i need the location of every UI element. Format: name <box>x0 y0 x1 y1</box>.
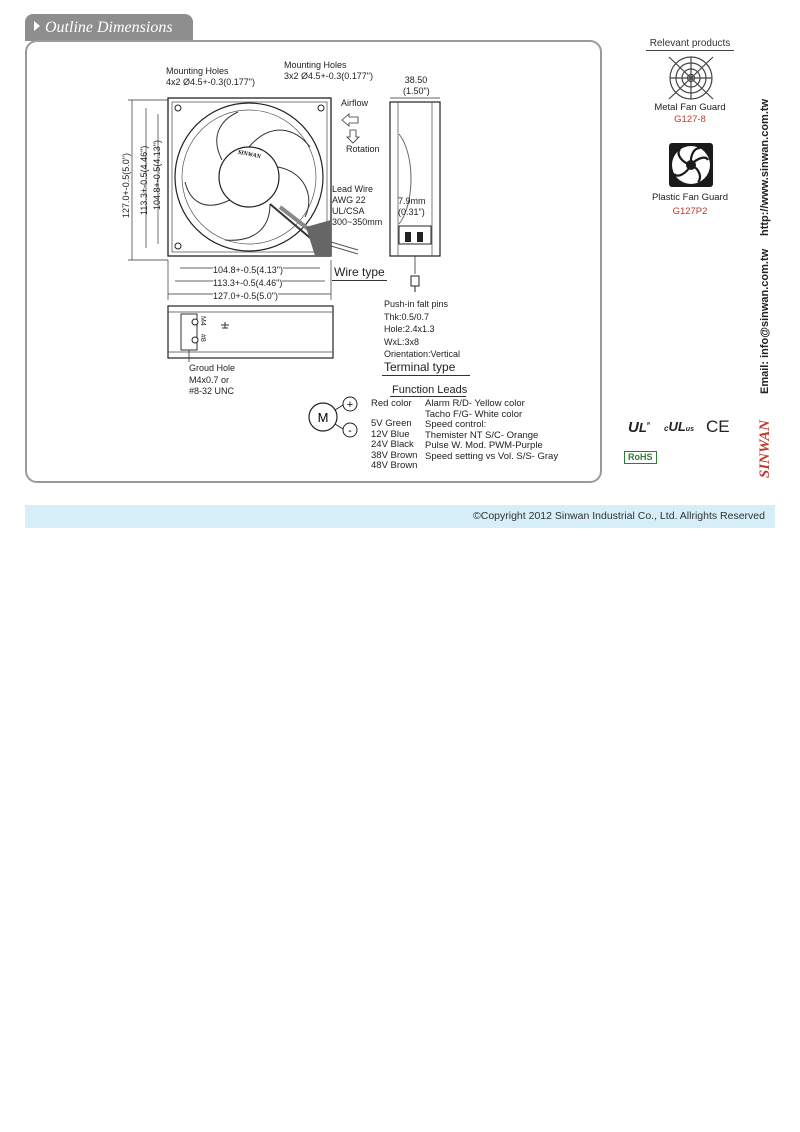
dim-v-1: 127.0+-0.5(5.0") <box>121 153 131 218</box>
mounting-holes-right-spec: 3x2 Ø4.5+-0.3(0.177") <box>284 71 373 81</box>
voltage-item: 24V Black <box>371 439 414 450</box>
relevant-products-underline <box>646 50 734 51</box>
pin-offset-mm: 7.9mm <box>398 196 426 206</box>
ground-mark-m4: M4 <box>199 316 206 326</box>
voltage-list <box>371 419 417 472</box>
metal-fan-guard-icon <box>666 54 716 102</box>
airflow-label: Airflow <box>341 98 369 108</box>
ground-hole-line: #8-32 UNC <box>189 386 235 396</box>
product-name: Plastic Fan Guard <box>651 192 729 203</box>
relevant-products-title: Relevant products <box>649 38 731 49</box>
red-color-label: Red color <box>371 398 412 409</box>
lead-wire-line: UL/CSA <box>332 206 365 216</box>
lead-wire-line: Lead Wire <box>332 184 374 194</box>
ce-mark-icon: CE <box>706 417 730 436</box>
plus-sign: + <box>346 399 354 411</box>
lead-negative-line <box>335 424 343 429</box>
function-item: Pulse W. Mod. PWM-Purple <box>425 440 543 451</box>
function-item: Speed setting vs Vol. S/S- Gray <box>425 450 559 462</box>
airflow-arrows <box>340 112 364 144</box>
plastic-fan-guard-icon <box>668 142 714 188</box>
wire-type-label: Wire type <box>334 265 385 279</box>
dim-h-1: 104.8+-0.5(4.13") <box>213 265 283 275</box>
mounting-holes-left-title: Mounting Holes <box>166 66 229 76</box>
terminal-type-title: Terminal type <box>384 360 456 374</box>
mounting-holes-right-title: Mounting Holes <box>284 60 347 70</box>
ground-hole-line: Groud Hole <box>189 363 236 373</box>
rohs-badge: RoHS <box>624 451 657 464</box>
terminal-spec-line: Thk:0.5/0.7 <box>384 311 430 322</box>
terminal-pin <box>417 232 423 242</box>
terminal-type-underline <box>382 375 470 376</box>
terminal-pin <box>405 232 411 242</box>
terminal-spec-line: Orientation:Vertical <box>384 349 461 359</box>
voltage-item: 5V Green <box>371 418 412 429</box>
wire-exit <box>306 220 331 256</box>
product-name: Metal Fan Guard <box>654 102 726 113</box>
product-code: G127P2 <box>672 206 708 217</box>
pin-offset-dimension <box>398 196 426 218</box>
dim-v-2: 113.3+-0.5(4.46") <box>139 145 149 215</box>
product-code: G127-8 <box>674 114 706 125</box>
arrow-left-icon <box>342 114 358 126</box>
terminal-spec-line: Push-in falt pins <box>384 299 449 309</box>
fan-side-view <box>385 94 445 294</box>
terminal-block <box>399 226 431 244</box>
website-url[interactable]: http://www.sinwan.com.tw <box>759 98 771 236</box>
cul-mark-icon: cULus <box>664 419 694 434</box>
lead-wire-line: AWG 22 <box>332 195 366 205</box>
voltage-item: 38V Brown <box>371 449 418 461</box>
mounting-hole <box>175 243 181 249</box>
minus-sign: - <box>348 425 352 437</box>
section-title: Outline Dimensions <box>45 19 173 36</box>
terminal-spec-line: WxL:3x8 <box>384 336 420 347</box>
dim-h-3: 127.0+-0.5(5.0") <box>213 291 278 301</box>
mounting-hole <box>175 105 181 111</box>
wire-type-underline <box>332 280 387 281</box>
rotation-label: Rotation <box>346 144 380 154</box>
lead-positive-line <box>335 405 343 410</box>
brand-logo: SINWAN <box>757 419 773 478</box>
mounting-holes-left-label <box>166 66 255 88</box>
ground-hole <box>192 337 198 343</box>
lead-wire-line: 300~350mm <box>332 217 383 227</box>
lead-wire-label <box>332 184 382 228</box>
fan-bottom-view <box>165 302 340 362</box>
pin-offset-in: (0.31") <box>398 207 425 217</box>
voltage-item: 48V Brown <box>371 460 418 471</box>
ground-hole-label <box>189 363 235 398</box>
terminal-specs <box>384 298 460 361</box>
voltage-item: 12V Blue <box>371 428 410 440</box>
mounting-holes-left-spec: 4x2 Ø4.5+-0.3(0.177") <box>166 77 255 87</box>
arrow-down-icon <box>347 130 359 143</box>
function-leads-underline <box>390 396 466 397</box>
motor-symbol: M <box>317 410 329 425</box>
depth-mm: 38.50 <box>404 75 428 85</box>
copyright-text: ©Copyright 2012 Sinwan Industrial Co., Ltd. Allrights Reserved <box>473 510 765 522</box>
terminal-spec-line: Hole:2.4x1.3 <box>384 324 435 334</box>
ul-mark-icon: $UL^ᴿ$ <box>628 419 650 436</box>
function-list <box>425 399 558 462</box>
email-address[interactable]: Email: info@sinwan.com.tw <box>759 248 771 394</box>
section-tab <box>25 14 193 41</box>
motor-diagram <box>305 395 365 441</box>
footer-bar <box>25 505 775 528</box>
ground-hole <box>192 319 198 325</box>
function-item: Tacho F/G- White color <box>425 408 523 420</box>
lead-wire <box>331 242 358 250</box>
dim-v-3: 104.8+-0.5(4.13") <box>152 140 162 210</box>
function-item: Speed control: <box>425 419 487 430</box>
pin-detail <box>411 276 419 286</box>
mounting-hole <box>318 105 324 111</box>
function-leads-title: Function Leads <box>392 384 468 396</box>
dim-h-2: 113.3+-0.5(4.46") <box>213 278 283 288</box>
depth-in: (1.50") <box>403 86 430 96</box>
lead-wire <box>331 246 358 254</box>
function-item: Alarm R/D- Yellow color <box>425 398 525 409</box>
triangle-right-icon <box>34 21 40 31</box>
ul-registered: ᴿ <box>646 422 650 429</box>
hub-brand: SINWAN <box>237 149 262 161</box>
ground-hole-line: M4x0.7 or <box>189 374 230 385</box>
function-item: Themister NT S/C- Orange <box>425 429 539 441</box>
ground-mark-8: #8 <box>199 334 206 342</box>
mounting-holes-right-label <box>284 60 373 82</box>
